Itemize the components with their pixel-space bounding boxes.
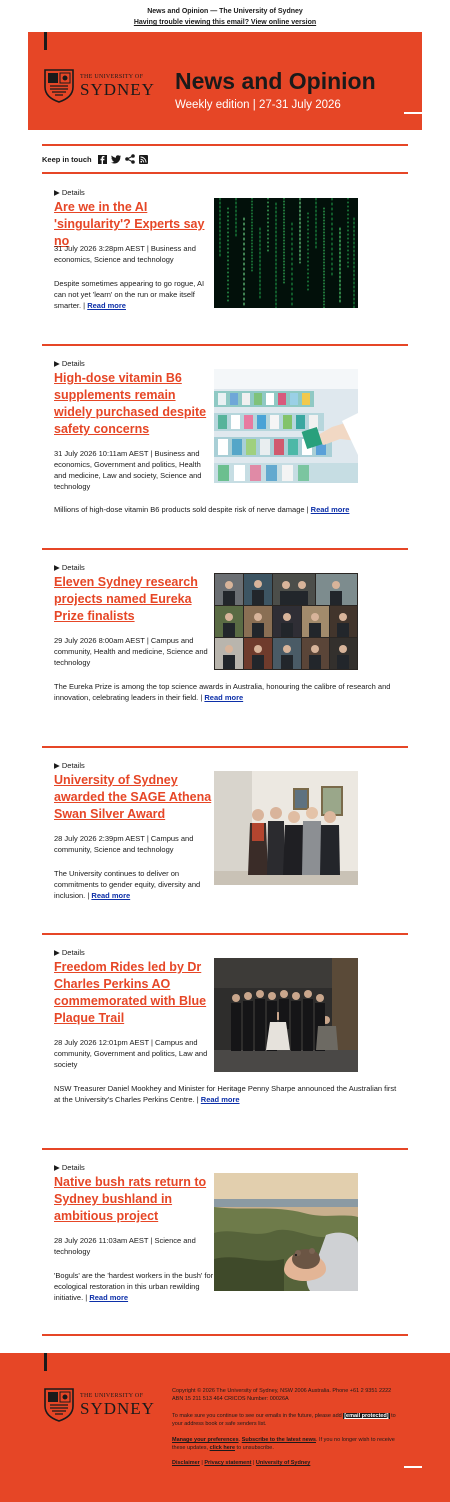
- divider: [42, 933, 408, 935]
- logo-big-text: SYDNEY: [80, 80, 155, 99]
- privacy-statement-link[interactable]: Privacy statement: [204, 1460, 252, 1466]
- manage-preferences-link[interactable]: Manage your preferences: [172, 1437, 239, 1443]
- keep-in-touch-label: Keep in touch: [42, 154, 92, 164]
- article-meta: 28 July 2026 11:03am AEST | Science and technology: [54, 1236, 196, 1256]
- article-summary: 'Boguls' are the 'hardest workers in the bush' for ecological restoration in this urban rewilding initiative. | Read more: [54, 1271, 214, 1302]
- safe-email-link[interactable]: [email protected]: [344, 1413, 389, 1419]
- subscribe-link[interactable]: Subscribe to the latest news: [241, 1437, 316, 1443]
- footer-links: Disclaimer | Privacy statement | University of Sydney: [172, 1460, 311, 1466]
- footer: [0, 1353, 450, 1502]
- article-image[interactable]: [214, 1173, 358, 1291]
- divider: [42, 172, 408, 174]
- article-title-link[interactable]: Are we in the AI 'singularity'? Experts say no: [54, 200, 205, 248]
- disclaimer-link[interactable]: Disclaimer: [172, 1460, 200, 1466]
- preheader: [0, 0, 450, 28]
- finalists-collage-image: [214, 573, 358, 670]
- article-meta: 28 July 2026 12:01pm AEST | Campus and community, Government and politics, Law and society: [54, 1038, 208, 1069]
- preheader-title: News and Opinion — The University of Sydney: [147, 8, 303, 15]
- edition-subtitle: Weekly edition | 27-31 July 2026: [175, 99, 341, 111]
- read-more-link[interactable]: Read more: [204, 693, 244, 702]
- article-meta: 31 July 2026 10:11am AEST | Business and economics, Government and politics, Health and medicine, Law and society, Science and technology: [54, 449, 202, 491]
- details-toggle[interactable]: ▶ Details: [54, 1163, 85, 1172]
- pharmacy-shelf-image: [214, 369, 358, 483]
- matrix-code-image: [214, 198, 358, 308]
- article-summary: Millions of high-dose vitamin B6 products sold despite risk of nerve damage | Read more: [54, 505, 350, 514]
- decorative-tick: [44, 32, 47, 50]
- blue-plaque-group-photo: [214, 958, 358, 1072]
- university-logo[interactable]: [44, 69, 155, 103]
- logo-small-text: THE UNIVERSITY OF: [80, 74, 144, 80]
- divider: [42, 1334, 408, 1336]
- footer-safe-senders: To make sure you continue to see our emails in the future, please add [email protected] to your address book or safe senders list.: [172, 1413, 396, 1427]
- crest-icon: [44, 69, 74, 103]
- divider: [42, 746, 408, 748]
- footer-copyright: Copyright © 2026 The University of Sydney, NSW 2006 Australia. Phone +61 2 9351 2222 ABN 15 211 513 464 CRICOS Number: 00026A: [172, 1388, 392, 1402]
- share-icon[interactable]: [125, 154, 135, 164]
- details-toggle[interactable]: ▶ Details: [54, 563, 85, 572]
- article-title-link[interactable]: High-dose vitamin B6 supplements remain widely purchased despite safety concerns: [54, 371, 207, 436]
- details-toggle[interactable]: ▶ Details: [54, 948, 85, 957]
- article-summary: Despite sometimes appearing to go rogue, AI can not yet 'learn' on the run or make itself smarter. | Read more: [54, 279, 205, 310]
- read-more-link[interactable]: Read more: [200, 1095, 240, 1104]
- footer-preferences: Manage your preferences. Subscribe to the latest news. If you no longer wish to receive these updates, click here to unsubscribe.: [172, 1437, 395, 1451]
- university-link[interactable]: University of Sydney: [255, 1460, 311, 1466]
- article-summary: The Eureka Prize is among the top science awards in Australia, honouring the calibre of research and innovation, celebrating leaders in their field. | Read more: [54, 682, 391, 702]
- read-more-link[interactable]: Read more: [89, 1293, 129, 1302]
- article-summary: NSW Treasurer Daniel Mookhey and Minister for Heritage Penny Sharpe announced the Australian first at the University's Charles Perkins Centre. | Read more: [54, 1084, 397, 1104]
- logo-big-text: SYDNEY: [80, 1399, 155, 1418]
- page-title: News and Opinion: [175, 68, 376, 94]
- social-bar: [42, 154, 148, 164]
- article-image[interactable]: [214, 958, 358, 1072]
- facebook-icon[interactable]: [98, 155, 107, 164]
- article-meta: 31 July 2026 3:28pm AEST | Business and economics, Science and technology: [54, 244, 196, 264]
- footer-university-logo[interactable]: [44, 1388, 155, 1422]
- article-image[interactable]: [214, 573, 358, 670]
- decorative-tick: [404, 112, 422, 114]
- logo-small-text: THE UNIVERSITY OF: [80, 1393, 144, 1399]
- details-toggle[interactable]: ▶ Details: [54, 188, 85, 197]
- read-more-link[interactable]: Read more: [310, 505, 350, 514]
- divider: [42, 144, 408, 146]
- view-online-link[interactable]: Having trouble viewing this email? View online version: [133, 19, 317, 26]
- article-title-link[interactable]: Freedom Rides led by Dr Charles Perkins AO commemorated with Blue Plaque Trail: [54, 960, 207, 1025]
- read-more-link[interactable]: Read more: [87, 301, 126, 310]
- article-image[interactable]: [214, 198, 358, 308]
- divider: [42, 1148, 408, 1150]
- read-more-link[interactable]: Read more: [91, 891, 131, 900]
- divider: [42, 344, 408, 346]
- article-meta: 29 July 2026 8:00am AEST | Campus and community, Health and medicine, Science and technology: [54, 636, 208, 667]
- divider: [42, 548, 408, 550]
- hero-banner: [28, 32, 422, 130]
- article-image[interactable]: [214, 369, 358, 483]
- article-summary: The University continues to deliver on commitments to gender equity, diversity and inclusion. | Read more: [54, 869, 201, 900]
- article-title-link[interactable]: Native bush rats return to Sydney bushland in ambitious project: [54, 1175, 207, 1223]
- award-group-photo: [214, 771, 358, 885]
- rss-icon[interactable]: [139, 155, 148, 164]
- details-toggle[interactable]: ▶ Details: [54, 761, 85, 770]
- article-image[interactable]: [214, 771, 358, 885]
- twitter-icon[interactable]: [111, 155, 121, 164]
- decorative-tick: [404, 1466, 422, 1468]
- decorative-tick: [44, 1353, 47, 1371]
- article-title-link[interactable]: University of Sydney awarded the SAGE Athena Swan Silver Award: [54, 773, 212, 821]
- details-toggle[interactable]: ▶ Details: [54, 359, 85, 368]
- bush-rat-photo: [214, 1173, 358, 1291]
- crest-icon: [44, 1388, 74, 1422]
- article-meta: 28 July 2026 2:39pm AEST | Campus and community, Science and technology: [54, 834, 194, 854]
- article-title-link[interactable]: Eleven Sydney research projects named Eureka Prize finalists: [54, 575, 198, 623]
- unsubscribe-link[interactable]: click here: [209, 1444, 236, 1451]
